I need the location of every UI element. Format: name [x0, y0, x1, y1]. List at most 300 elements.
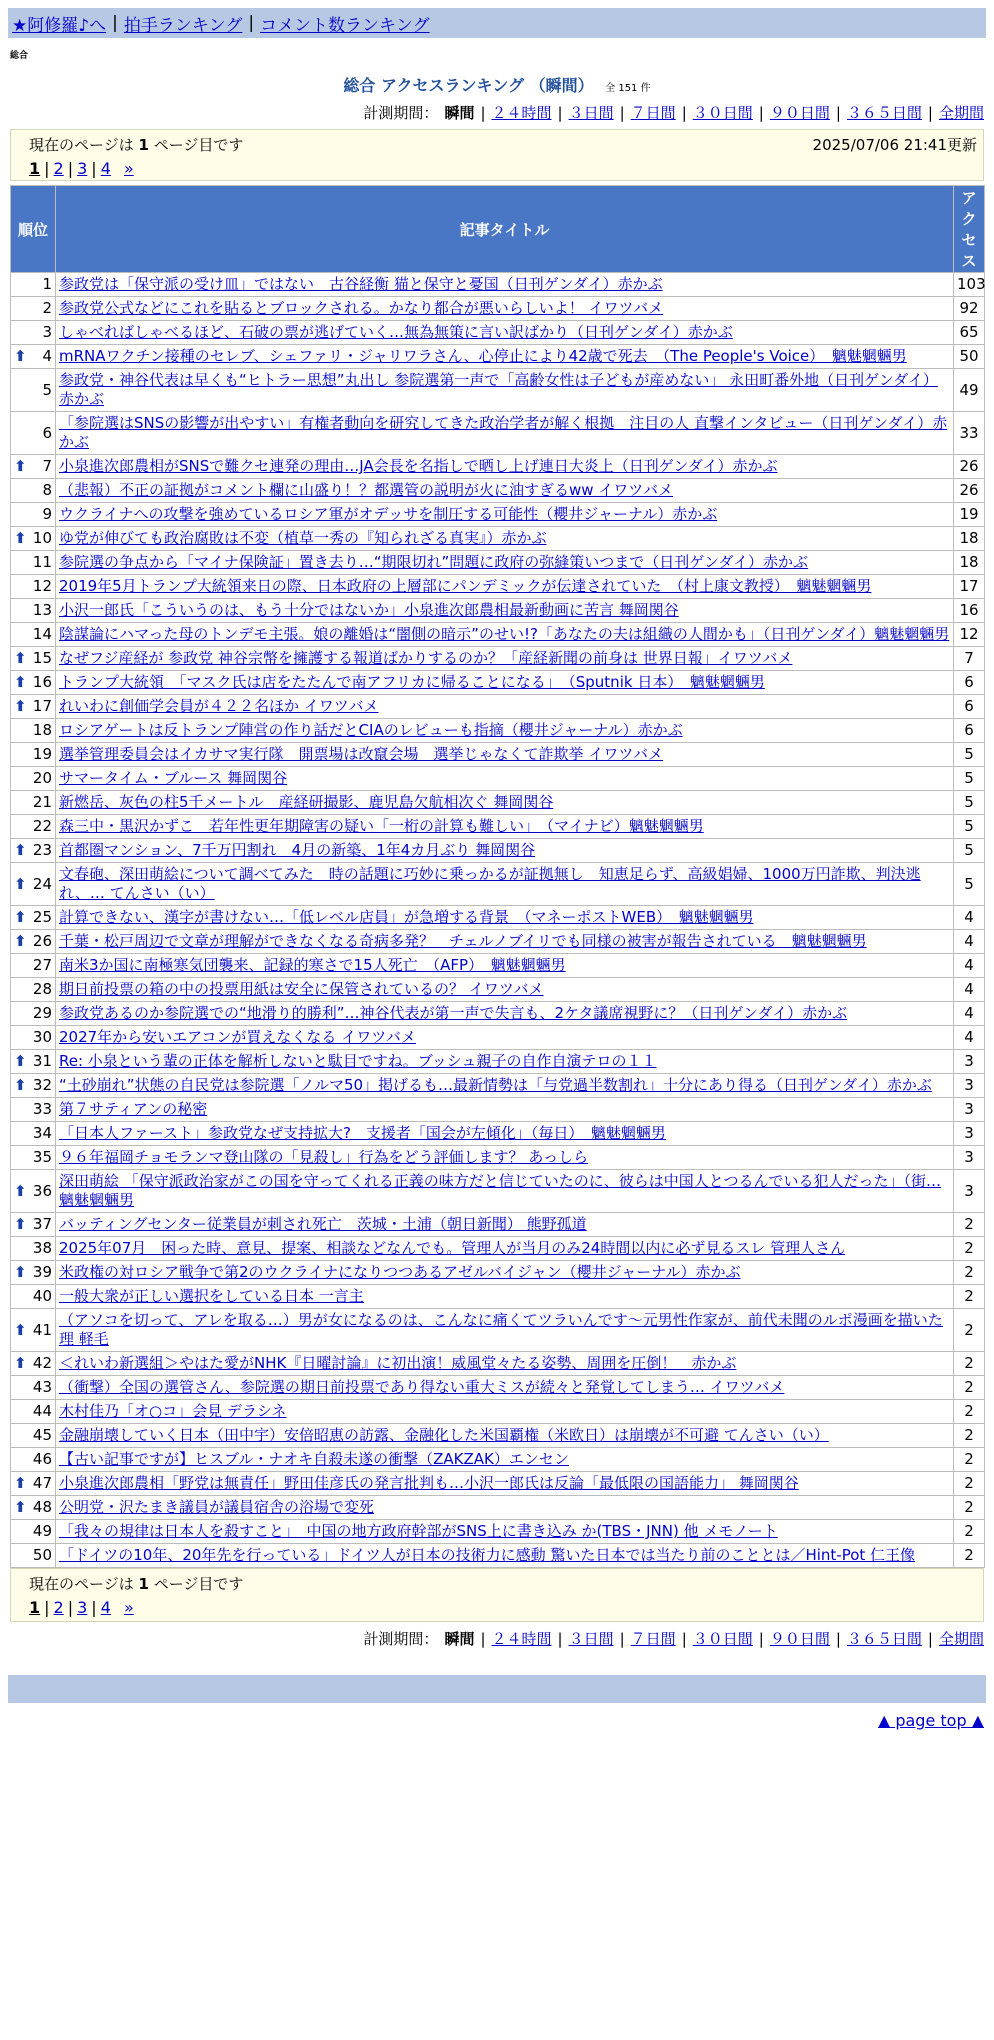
- title-cell: [56, 1026, 954, 1050]
- rank-cell: [11, 1074, 56, 1098]
- title-cell: [56, 412, 954, 455]
- table-row: [11, 1261, 985, 1285]
- rank-cell: [11, 1472, 56, 1496]
- article-title-link[interactable]: しゃべればしゃべるほど、石破の票が逃げていく…無為無策に言い訳ばかり（日刊ゲンダイ）赤かぶ: [59, 323, 733, 341]
- pager-bottom: [29, 1598, 977, 1617]
- nav-separator: |: [248, 13, 255, 33]
- rank-number: 26: [32, 932, 52, 950]
- table-row: [11, 1472, 985, 1496]
- table-row: [11, 743, 985, 767]
- access-count: 3: [954, 1170, 985, 1213]
- page-info-num: 1: [138, 136, 149, 154]
- category-label: 総合: [10, 51, 29, 61]
- rank-cell: [11, 455, 56, 479]
- pager-separator: [115, 1598, 120, 1617]
- period-separator: |: [480, 104, 486, 122]
- article-title-link[interactable]: ロシアゲートは反トランプ陣営の作り話だとCIAのレビューも指摘（櫻井ジャーナル）赤かぶ: [59, 721, 683, 739]
- table-row: [11, 1050, 985, 1074]
- rank-number: 11: [32, 553, 52, 571]
- access-count: 4: [954, 954, 985, 978]
- footer: [10, 1711, 984, 1730]
- rank-cell: [11, 297, 56, 321]
- period-link[interactable]: 全期間: [938, 1630, 984, 1648]
- updated-time: 2025/07/06 21:41更新: [812, 136, 977, 154]
- up-arrow-icon: ⬆: [14, 673, 27, 691]
- article-title-link[interactable]: ゆ党が伸びても政治腐敗は不変（植草一秀の『知られざる真実』）赤かぶ: [59, 529, 547, 547]
- table-row: [11, 1002, 985, 1026]
- table-row: [11, 671, 985, 695]
- period-link[interactable]: ３６５日間: [846, 1630, 922, 1648]
- table-row: [11, 791, 985, 815]
- article-title-link[interactable]: 一般大衆が正しい選択をしている日本 一言主: [59, 1287, 364, 1305]
- clap-ranking-link[interactable]: 拍手ランキング: [123, 15, 243, 36]
- period-separator: |: [619, 104, 625, 122]
- rank-number: 39: [32, 1263, 52, 1281]
- title-cell: [56, 695, 954, 719]
- up-arrow-icon: ⬆: [14, 1354, 27, 1372]
- rank-number: 38: [32, 1239, 52, 1257]
- article-title-link[interactable]: 計算できない、漢字が書けない…「低レベル店員」が急増する背景 （マネーポストWEB） 魑魅魍魎男: [59, 908, 754, 926]
- article-title-link[interactable]: 森三中・黒沢かずこ 若年性更年期障害の疑い「一桁の計算も難しい」 （マイナビ）魑魅魍魎男: [59, 817, 704, 835]
- period-separator: |: [758, 104, 764, 122]
- period-link[interactable]: ３日間: [568, 104, 614, 122]
- title-cell: [56, 1376, 954, 1400]
- pager-separator: |: [91, 159, 97, 178]
- rank-number: 45: [32, 1426, 52, 1444]
- access-count: 2: [954, 1496, 985, 1520]
- article-title-link[interactable]: ウクライナへの攻撃を強めているロシア軍がオデッサを制圧する可能性（櫻井ジャーナル）赤かぶ: [59, 505, 718, 523]
- access-count: 2: [954, 1376, 985, 1400]
- page-info-num: 1: [138, 1575, 149, 1593]
- rank-number: 16: [32, 673, 52, 691]
- title-cell: [56, 647, 954, 671]
- pager-next-link[interactable]: »: [123, 1598, 134, 1617]
- article-title-link[interactable]: 2025年07月 困った時、意見、提案、相談などなんでも。管理人が当月のみ24時間以内に必ず見るスレ 管理人さん: [59, 1239, 846, 1257]
- title-cell: [56, 1448, 954, 1472]
- rank-cell: [11, 743, 56, 767]
- period-separator: |: [681, 104, 687, 122]
- access-count: 4: [954, 906, 985, 930]
- article-title-link[interactable]: 「日本人ファースト」参政党なぜ支持拡大? 支援者「国会が左傾化」（毎日） 魑魅魍魎男: [59, 1124, 666, 1142]
- period-separator: |: [480, 1630, 486, 1648]
- rank-cell: [11, 1213, 56, 1237]
- rank-column-header: 順位: [11, 186, 56, 273]
- rank-number: 12: [32, 577, 52, 595]
- table-row: [11, 930, 985, 954]
- table-row: [11, 412, 985, 455]
- article-title-link[interactable]: 公明党・沢たまき議員が議員宿舎の浴場で変死: [59, 1498, 375, 1516]
- article-title-link[interactable]: 南米3か国に南極寒気団襲来、記録的寒さで15人死亡 （AFP） 魑魅魍魎男: [59, 956, 566, 974]
- access-count: 3: [954, 1074, 985, 1098]
- table-row: [11, 369, 985, 412]
- total-count: 全 151 件: [605, 83, 651, 94]
- period-link[interactable]: ３０日間: [692, 1630, 753, 1648]
- page-info-suffix: ページ目です: [153, 136, 244, 154]
- article-title-link[interactable]: 千葉・松戸周辺で文章が理解ができなくなる奇病多発？ チェルノブイリでも同様の被害が報告されている 魑魅魍魎男: [59, 932, 867, 950]
- rank-number: 9: [42, 505, 52, 523]
- table-row: [11, 455, 985, 479]
- page-info-box-bottom: [10, 1568, 984, 1622]
- rank-cell: [11, 1496, 56, 1520]
- up-arrow-icon: ⬆: [14, 1181, 27, 1200]
- rank-cell: [11, 503, 56, 527]
- pager-link[interactable]: 2: [53, 1598, 64, 1617]
- rank-cell: [11, 369, 56, 412]
- pager-separator: |: [91, 1598, 97, 1617]
- access-count: 6: [954, 671, 985, 695]
- access-count: 17: [954, 575, 985, 599]
- up-arrow-icon: ⬆: [14, 457, 27, 475]
- rank-number: 44: [32, 1402, 52, 1420]
- access-count: 26: [954, 479, 985, 503]
- article-title-link[interactable]: 小沢一郎氏「こういうのは、もう十分ではないか」小泉進次郎農相最新動画に苦言 舞岡関谷: [59, 601, 679, 619]
- access-count: 5: [954, 839, 985, 863]
- article-title-link[interactable]: 第７サティアンの秘密: [59, 1100, 208, 1118]
- pager-separator: |: [67, 159, 74, 178]
- article-title-link[interactable]: 選挙管理委員会はイカサマ実行隊 開票場は改竄会場 選挙じゃなくて詐欺挙 イワツバメ: [59, 745, 664, 763]
- rank-number: 10: [32, 529, 52, 547]
- rank-number: 37: [32, 1215, 52, 1233]
- period-link[interactable]: ９０日間: [769, 1630, 830, 1648]
- rank-number: 25: [32, 908, 52, 926]
- title-cell: [56, 1424, 954, 1448]
- article-title-link[interactable]: （衝撃）全国の選管さん、参院選の期日前投票であり得ない重大ミスが続々と発覚してしまう… イワツバメ: [59, 1378, 785, 1396]
- rank-number: 21: [32, 793, 52, 811]
- rank-cell: [11, 930, 56, 954]
- table-row: [11, 599, 985, 623]
- article-title-link[interactable]: バッティングセンター従業員が刺され死亡 茨城・土浦（朝日新聞） 熊野孤道: [59, 1215, 587, 1233]
- period-link[interactable]: 全期間: [938, 104, 984, 122]
- rank-cell: [11, 1026, 56, 1050]
- article-title-link[interactable]: 金融崩壊していく日本（田中宇）安倍昭恵の訪露、金融化した米国覇権（米欧日）は崩壊が不可避 てんさい（い）: [59, 1426, 829, 1444]
- period-selector: [10, 102, 984, 123]
- rank-cell: [11, 321, 56, 345]
- table-row: [11, 954, 985, 978]
- rank-cell: [11, 1122, 56, 1146]
- period-link[interactable]: ７日間: [630, 1630, 676, 1648]
- title-cell: [56, 599, 954, 623]
- rank-cell: [11, 1237, 56, 1261]
- rank-number: 33: [32, 1100, 52, 1118]
- up-arrow-icon: ⬆: [14, 1320, 27, 1339]
- rank-cell: [11, 1002, 56, 1026]
- access-count: 4: [954, 1026, 985, 1050]
- period-link[interactable]: ９０日間: [769, 104, 830, 122]
- table-row: [11, 695, 985, 719]
- access-count: 2: [954, 1213, 985, 1237]
- rank-cell: [11, 1309, 56, 1352]
- period-label: 計測期間：: [363, 1630, 439, 1648]
- period-label: 計測期間：: [363, 104, 439, 122]
- article-title-link[interactable]: ＜れいわ新選組＞やはた愛がNHK『日曜討論』に初出演！威風堂々たる姿勢、周囲を圧倒！ 赤かぶ: [59, 1354, 737, 1372]
- article-title-link[interactable]: 陰謀論にハマった母のトンデモ主張。娘の離婚は“闇側の暗示”のせい!?「あなたの夫は組織の人間かも」（日刊ゲンダイ）魑魅魍魎男: [59, 625, 950, 643]
- access-count: 6: [954, 695, 985, 719]
- table-row: [11, 1376, 985, 1400]
- rank-number: 20: [32, 769, 52, 787]
- article-title-link[interactable]: （悲報）不正の証拠がコメント欄に山盛り！？都選管の説明が火に油すぎるww イワツバメ: [59, 481, 674, 499]
- access-column-header: アクセス: [954, 186, 985, 273]
- rank-cell: [11, 863, 56, 906]
- access-count: 92: [954, 297, 985, 321]
- title-cell: [56, 863, 954, 906]
- rank-cell: [11, 954, 56, 978]
- article-title-link[interactable]: 深田萌絵 「保守派政治家がこの国を守ってくれる正義の味方だと信じていたのに、彼らは中国人とつるんでいる犯人だった」（街… 魑魅魍魎男: [59, 1172, 941, 1209]
- pager-separator: |: [44, 159, 50, 178]
- rank-number: 28: [32, 980, 52, 998]
- article-title-link[interactable]: （アソコを切って、アレを取る…）男が女になるのは、こんなに痛くてツラいんです〜元男性作家が、前代未聞のルポ漫画を描いた理 軽毛: [59, 1311, 943, 1348]
- up-arrow-icon: ⬆: [14, 529, 27, 547]
- access-count: 5: [954, 791, 985, 815]
- article-title-link[interactable]: 木村佳乃「オ○コ」会見 デラシネ: [59, 1402, 287, 1420]
- period-separator: |: [927, 1630, 933, 1648]
- rank-cell: [11, 1285, 56, 1309]
- pager-next-link[interactable]: »: [123, 159, 134, 178]
- article-title-link[interactable]: 参政党は「保守派の受け皿」ではない 古谷経衡 猫と保守と憂国（日刊ゲンダイ）赤かぶ: [59, 275, 663, 293]
- rank-number: 15: [32, 649, 52, 667]
- pager-link[interactable]: 4: [100, 1598, 111, 1617]
- rank-number: 6: [42, 423, 52, 442]
- rank-number: 47: [32, 1474, 52, 1492]
- access-count: 4: [954, 978, 985, 1002]
- table-header-row: [11, 186, 985, 273]
- access-count: 3: [954, 1050, 985, 1074]
- title-cell: [56, 767, 954, 791]
- rank-cell: [11, 479, 56, 503]
- nav-separator: |: [112, 13, 118, 33]
- article-title-link[interactable]: れいわに創価学会員が４２２名ほか イワツバメ: [59, 697, 379, 715]
- access-count: 5: [954, 743, 985, 767]
- access-count: 103: [954, 273, 985, 297]
- article-title-link[interactable]: 新燃岳、灰色の柱5千メートル 産経研撮影、鹿児島欠航相次ぐ 舞岡関谷: [59, 793, 554, 811]
- access-count: 2: [954, 1352, 985, 1376]
- pager-link[interactable]: 4: [100, 159, 111, 178]
- access-count: 5: [954, 815, 985, 839]
- article-title-link[interactable]: 「ドイツの10年、20年先を行っている」ドイツ人が日本の技術力に感動 驚いた日本では当たり前のこととは／Hint-Pot 仁王像: [59, 1546, 916, 1564]
- up-arrow-icon: ⬆: [14, 1215, 27, 1233]
- rank-number: 43: [32, 1378, 52, 1396]
- table-row: [11, 503, 985, 527]
- rank-cell: [11, 695, 56, 719]
- rank-number: 24: [32, 874, 52, 893]
- table-row: [11, 575, 985, 599]
- rank-cell: [11, 1098, 56, 1122]
- title-cell: [56, 1496, 954, 1520]
- rank-cell: [11, 1376, 56, 1400]
- rank-number: 18: [32, 721, 52, 739]
- article-title-link[interactable]: 首都圏マンション、7千万円割れ 4月の新築、1年4カ月ぶり 舞岡関谷: [59, 841, 536, 859]
- article-title-link[interactable]: なぜフジ産経が 参政党 神谷宗幣を擁護する報道ばかりするのか？「産経新聞の前身は 世界日報」イワツバメ: [59, 649, 793, 667]
- article-title-link[interactable]: 【古い記事ですが】ヒスブル・ナオキ自殺未遂の衝撃（ZAKZAK）エンセン: [59, 1450, 569, 1468]
- rank-number: 5: [42, 380, 52, 399]
- table-row: [11, 1309, 985, 1352]
- title-cell: [56, 671, 954, 695]
- table-row: [11, 1146, 985, 1170]
- rank-cell: [11, 412, 56, 455]
- rank-number: 42: [32, 1354, 52, 1372]
- page-info-suffix: ページ目です: [153, 1575, 244, 1593]
- article-title-link[interactable]: 参院選の争点から「マイナ保険証」置き去り…“期限切れ”問題に政府の弥縫策いつまで（日刊ゲンダイ）赤かぶ: [59, 553, 809, 571]
- article-title-link[interactable]: ９６年福岡チョモランマ登山隊の「見殺し」行為をどう評価します？ あっしら: [59, 1148, 589, 1166]
- access-count: 26: [954, 455, 985, 479]
- table-row: [11, 1098, 985, 1122]
- title-column-header: 記事タイトル: [56, 186, 954, 273]
- page-top-link[interactable]: ▲ page top ▲: [877, 1711, 984, 1730]
- up-arrow-icon: ⬆: [14, 1263, 27, 1281]
- period-link[interactable]: ２４時間: [491, 104, 552, 122]
- rank-number: 27: [32, 956, 52, 974]
- page-title-text: 総合 アクセスランキング （瞬間）: [343, 76, 594, 95]
- rank-cell: [11, 1261, 56, 1285]
- period-selector-bottom: [10, 1628, 984, 1649]
- up-arrow-icon: ⬆: [14, 649, 27, 667]
- article-title-link[interactable]: 「参院選はSNSの影響が出やすい」有権者動向を研究してきた政治学者が解く根拠 注目の人 直撃インタビュー（日刊ゲンダイ）赤かぶ: [59, 414, 948, 451]
- period-link[interactable]: ３日間: [568, 1630, 614, 1648]
- article-title-link[interactable]: 参政党あるのか参院選での“地滑り的勝利”…神谷代表が第一声で失言も、2ケタ議席視野に？（日刊ゲンダイ）赤かぶ: [59, 1004, 848, 1022]
- article-title-link[interactable]: 小泉進次郎農相がSNSで難クセ連発の理由…JA会長を名指しで晒し上げ連日大炎上（日刊ゲンダイ）赤かぶ: [59, 457, 778, 475]
- period-current: 瞬間: [444, 1630, 475, 1648]
- table-row: [11, 551, 985, 575]
- title-cell: [56, 1544, 954, 1568]
- rank-cell: [11, 599, 56, 623]
- title-cell: [56, 1122, 954, 1146]
- article-title-link[interactable]: 期日前投票の箱の中の投票用紙は安全に保管されているの？ イワツバメ: [59, 980, 544, 998]
- up-arrow-icon: ⬆: [14, 347, 27, 365]
- up-arrow-icon: ⬆: [14, 908, 27, 926]
- rank-number: 40: [32, 1287, 52, 1305]
- title-cell: [56, 743, 954, 767]
- comment-ranking-link[interactable]: コメント数ランキング: [260, 15, 430, 36]
- rank-cell: [11, 1544, 56, 1568]
- table-row: [11, 527, 985, 551]
- rank-cell: [11, 1050, 56, 1074]
- rank-number: 31: [32, 1052, 52, 1070]
- article-title-link[interactable]: 参政党・神谷代表は早くも“ヒトラー思想”丸出し 参院選第一声で「高齢女性は子どもが産めない」 永田町番外地（日刊ゲンダイ）赤かぶ: [59, 371, 938, 408]
- period-separator: |: [927, 104, 933, 122]
- table-row: [11, 1520, 985, 1544]
- rank-number: 50: [32, 1546, 52, 1564]
- title-cell: [56, 1261, 954, 1285]
- title-cell: [56, 455, 954, 479]
- table-row: [11, 297, 985, 321]
- rank-cell: [11, 839, 56, 863]
- period-separator: |: [619, 1630, 625, 1648]
- rank-number: 23: [32, 841, 52, 859]
- pager-current: 1: [29, 1598, 41, 1617]
- article-title-link[interactable]: 参政党公式などにこれを貼るとブロックされる。かなり都合が悪いらしいよ！ イワツバメ: [59, 299, 664, 317]
- pager-link[interactable]: 3: [77, 1598, 88, 1617]
- access-count: 18: [954, 551, 985, 575]
- title-cell: [56, 1237, 954, 1261]
- article-title-link[interactable]: 米政権の対ロシア戦争で第2のウクライナになりつつあるアゼルバイジャン（櫻井ジャーナル）赤かぶ: [59, 1263, 741, 1281]
- rank-number: 7: [42, 457, 52, 475]
- table-row: [11, 273, 985, 297]
- rank-cell: [11, 623, 56, 647]
- rank-number: 8: [42, 481, 52, 499]
- article-title-link[interactable]: 文春砲、深田萌絵について調べてみた 時の話題に巧妙に乗っかるが証拠無し 知恵足らず、高級娼婦、1000万円詐欺、判決逃れ、… てんさい（い）: [59, 865, 921, 902]
- table-row: [11, 1074, 985, 1098]
- pager-link[interactable]: 3: [77, 159, 88, 178]
- title-cell: [56, 1146, 954, 1170]
- article-title-link[interactable]: mRNAワクチン接種のセレブ、シェファリ・ジャリワラさん、心停止により42歳で死去 （The People's Voice） 魑魅魍魎男: [59, 347, 907, 365]
- article-title-link[interactable]: 小泉進次郎農相「野党は無責任」野田佳彦氏の発言批判も…小沢一郎氏は反論「最低限の国語能力」 舞岡関谷: [59, 1474, 799, 1492]
- access-count: 12: [954, 623, 985, 647]
- pager-link[interactable]: 2: [53, 159, 64, 178]
- access-count: 65: [954, 321, 985, 345]
- rank-number: 46: [32, 1450, 52, 1468]
- rank-cell: [11, 273, 56, 297]
- rank-cell: [11, 1400, 56, 1424]
- access-count: 2: [954, 1285, 985, 1309]
- table-row: [11, 1544, 985, 1568]
- rank-number: 3: [42, 323, 52, 341]
- article-title-link[interactable]: 2027年から安いエアコンが買えなくなる イワツバメ: [59, 1028, 416, 1046]
- table-row: [11, 719, 985, 743]
- rank-cell: [11, 1448, 56, 1472]
- period-link[interactable]: ３６５日間: [846, 104, 922, 122]
- rank-cell: [11, 1424, 56, 1448]
- up-arrow-icon: ⬆: [14, 841, 27, 859]
- title-cell: [56, 930, 954, 954]
- rank-number: 49: [32, 1522, 52, 1540]
- title-cell: [56, 345, 954, 369]
- table-row: [11, 863, 985, 906]
- home-link[interactable]: ★阿修羅♪へ: [12, 15, 107, 36]
- period-separator: |: [557, 104, 563, 122]
- title-cell: [56, 1352, 954, 1376]
- table-row: [11, 623, 985, 647]
- period-link[interactable]: ２４時間: [491, 1630, 552, 1648]
- title-cell: [56, 954, 954, 978]
- title-cell: [56, 1170, 954, 1213]
- access-count: 50: [954, 345, 985, 369]
- rank-number: 34: [32, 1124, 52, 1142]
- rank-number: 48: [32, 1498, 52, 1516]
- article-title-link[interactable]: トランプ大統領 「マスク氏は店をたたんで南アフリカに帰ることになる」 （Sputnik 日本） 魑魅魍魎男: [59, 673, 765, 691]
- top-nav: [8, 8, 986, 38]
- table-row: [11, 906, 985, 930]
- period-separator: |: [835, 1630, 841, 1648]
- article-title-link[interactable]: 「我々の規律は日本人を殺すこと」 中国の地方政府幹部がSNS上に書き込み か(TBS・JNN) 他 メモノート: [59, 1522, 778, 1540]
- access-count: 2: [954, 1261, 985, 1285]
- up-arrow-icon: ⬆: [14, 1474, 27, 1492]
- article-title-link[interactable]: Re: 小泉という輩の正体を解析しないと駄目ですね。ブッシュ親子の自作自演テロの１１: [59, 1052, 657, 1070]
- table-row: [11, 1424, 985, 1448]
- rank-cell: [11, 1170, 56, 1213]
- title-cell: [56, 575, 954, 599]
- rank-number: 4: [42, 347, 52, 365]
- title-cell: [56, 369, 954, 412]
- access-count: 18: [954, 527, 985, 551]
- title-cell: [56, 273, 954, 297]
- article-title-link[interactable]: 2019年5月トランプ大統領来日の際、日本政府の上層部にパンデミックが伝達されていた （村上康文教授） 魑魅魍魎男: [59, 577, 872, 595]
- access-count: 3: [954, 1122, 985, 1146]
- pager-separator: |: [44, 1598, 50, 1617]
- table-row: [11, 1400, 985, 1424]
- period-link[interactable]: ３０日間: [692, 104, 753, 122]
- access-count: 2: [954, 1237, 985, 1261]
- article-title-link[interactable]: サマータイム・ブルース 舞岡関谷: [59, 769, 288, 787]
- pager-current: 1: [29, 159, 41, 178]
- access-count: 4: [954, 1002, 985, 1026]
- rank-cell: [11, 978, 56, 1002]
- article-title-link[interactable]: “土砂崩れ”状態の自民党は参院選「ノルマ50」掲げるも…最新情勢は「与党過半数割れ」十分にあり得る（日刊ゲンダイ）赤かぶ: [59, 1076, 932, 1094]
- table-row: [11, 1213, 985, 1237]
- rank-cell: [11, 1146, 56, 1170]
- rank-number: 29: [32, 1004, 52, 1022]
- period-link[interactable]: ７日間: [630, 104, 676, 122]
- table-row: [11, 1285, 985, 1309]
- up-arrow-icon: ⬆: [14, 874, 27, 893]
